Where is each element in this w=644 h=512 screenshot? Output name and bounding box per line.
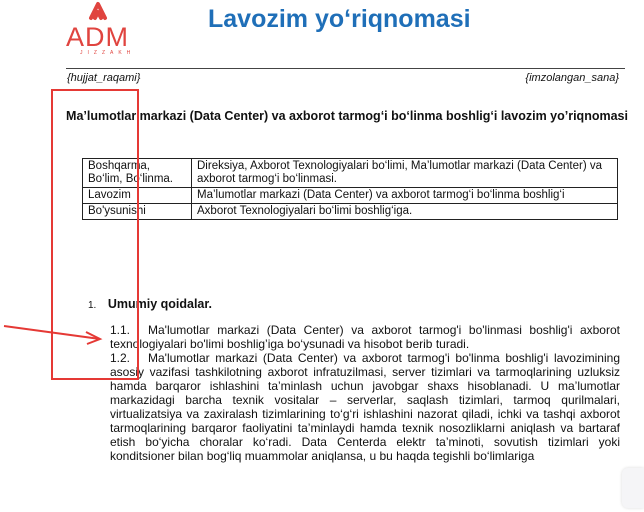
paragraph-number: 1.2. [110, 351, 131, 365]
document-title: Lavozim yo‘riqnomasi [208, 5, 471, 33]
table-cell-key: Boshqarma, Bo‘lim, Bo‘linma. [83, 159, 192, 188]
paragraph [110, 323, 620, 351]
table-cell-value: Axborot Texnologiyalari bo‘limi boshlig‘iga. [192, 204, 618, 220]
signed-date-placeholder: {imzolangan_sana} [525, 72, 619, 84]
logo-subtitle: JIZZAKH [80, 50, 136, 56]
paragraph [110, 351, 620, 463]
logo-brand: ADM [66, 22, 129, 52]
section-body [110, 323, 620, 463]
table-cell-key: Bo'ysunishi [83, 204, 192, 220]
paragraph-text: Ma'lumotlar markazi (Data Center) va axborot tarmog'i bo'linmasi boshlig'i axborot texnologiyalari bo'limi boshlig’iga bo‘ysunadi va hisobot berib turadi. [110, 323, 620, 351]
table-cell-key: Lavozim [83, 188, 192, 204]
document-number-placeholder: {hujjat_raqami} [67, 72, 141, 84]
paragraph-text: Ma'lumotlar markazi (Data Center) va axborot tarmog'i bo'linma boshlig'i lavozimining asosiy vazifasi tashkilotning axborot infratuzilmasi, server tizimlari va tarmoqlarining uzluksiz hamda barqaror ishlashini ta’minlash uchun javobgar shaxs hisoblanadi. U ma’lumotlar markazidagi barcha texnik vositalar – serverlar, saqlash tizimlari, tarmoq qurilmalari, virtualizatsiya va zaxiralash tizimlarining to‘g‘ri ishlashini nazorat qiladi, ichki va tashqi axborot tarmoqlarining barqaror faoliyatini ta’minlaydi hamda texnik nosozliklarni aniqlash va bartaraf etish bo‘yicha choralar ko‘radi. Data Centerda elektr ta’minoti, sovutish tizimlari yoki konditsioner bilan bog‘liq muammolar aniqlansa, u bu haqda tegishli bo‘limlariga [110, 351, 620, 463]
table-cell-value: Ma’lumotlar markazi (Data Center) va axborot tarmog‘i bo‘linma boshlig‘i [192, 188, 618, 204]
section-number: 1. [88, 300, 97, 311]
table-row [83, 188, 618, 204]
document-heading: Ma’lumotlar markazi (Data Center) va axborot tarmog‘i bo‘linma boshlig‘i lavozim yo’riqnomasi [66, 109, 628, 123]
section-heading [88, 297, 212, 311]
side-panel-tab[interactable] [622, 468, 644, 508]
arrow-icon [4, 326, 100, 344]
table-row [83, 159, 618, 188]
info-table [82, 158, 618, 220]
table-cell-value: Direksiya, Axborot Texnologiyalari bo‘limi, Ma’lumotlar markazi (Data Center) va axborot tarmog‘i bo‘linmasi. [192, 159, 618, 188]
section-title: Umumiy qoidalar. [107, 297, 213, 311]
paragraph-number: 1.1. [110, 323, 131, 337]
header-divider [66, 68, 625, 69]
logo-mark-icon [91, 4, 105, 18]
table-row [83, 204, 618, 220]
